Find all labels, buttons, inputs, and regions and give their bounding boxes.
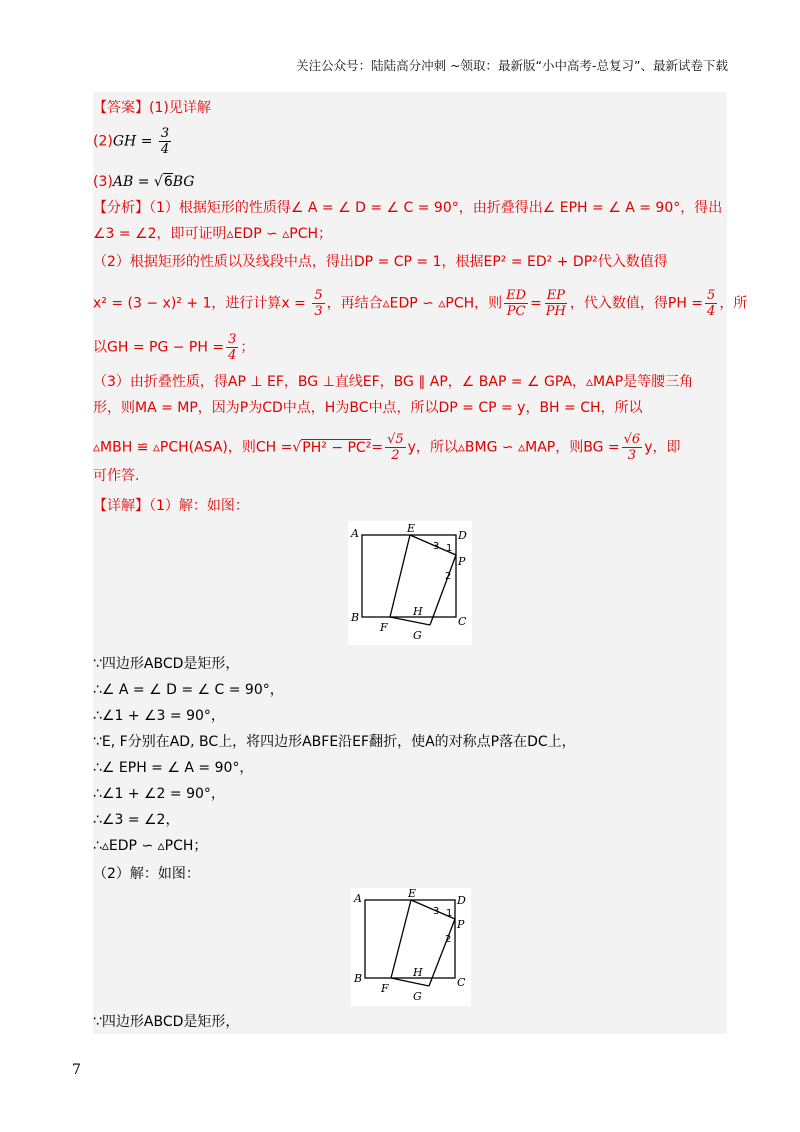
- detail-step-4: ∵E, F分别在AD, BC上，将四边形ABFE沿EF翻折，使A的对称点P落在DC上，: [93, 734, 576, 750]
- analysis-line-5: 以GH = PG − PH = $\frac{3}{4}$ ；: [93, 332, 255, 363]
- analysis-line-7: 形，则MA = MP，因为P为CD中点，H为BC中点，所以DP = CP = y，BH = CH，所以: [93, 400, 643, 416]
- label-H: H: [413, 966, 423, 979]
- label-B: B: [351, 611, 360, 624]
- label-F: F: [381, 982, 389, 995]
- label-H: H: [413, 605, 423, 618]
- label-angle-3: 3: [433, 906, 440, 917]
- fraction: $\frac{√6}{3}$: [623, 432, 641, 463]
- analysis-line-1: 【分析】（1）根据矩形的性质得∠ A = ∠ D = ∠ C = 90°，由折叠得出∠ EPH = ∠ A = 90°，得出: [93, 200, 723, 216]
- rectangle-fold-diagram-2: [351, 888, 471, 1006]
- analysis-line-8: ▵MBH ≌ ▵PCH(ASA)，则CH =√PH² − PC²= $\frac{√5}{2}$ y，所以▵BMG ∽ ▵MAP，则BG = $\frac{√6}{3}$ y，即: [93, 432, 681, 463]
- fraction: $\frac{3}{4}$: [160, 126, 170, 157]
- solution-content: [93, 92, 748, 1034]
- label-angle-1: 1: [446, 543, 453, 554]
- fraction: $\frac{EP}{PH}$: [545, 288, 566, 319]
- analysis-line-6: （3）由折叠性质，得AP ⊥ EF，BG ⊥直线EF，BG ∥ AP，∠ BAP = ∠ GPA，▵MAP是等腰三角: [93, 374, 694, 390]
- label-F: F: [380, 621, 388, 634]
- label-D: D: [458, 529, 467, 542]
- detail-step-6: ∴∠1 + ∠2 = 90°，: [93, 786, 225, 802]
- detail-step-9: ∵四边形ABCD是矩形，: [93, 1014, 240, 1030]
- label-angle-2: 2: [445, 571, 452, 582]
- figure-2: [351, 888, 471, 1006]
- answer-line-3: (3)AB = √6BG: [93, 174, 195, 190]
- detail-line-intro: 【详解】（1）解：如图：: [93, 498, 249, 514]
- label-E: E: [408, 888, 417, 900]
- detail-step-5: ∴∠ EPH = ∠ A = 90°，: [93, 760, 254, 776]
- analysis-line-4: x² = (3 − x)² + 1，进行计算x = $\frac{5}{3}$ ，再结合▵EDP ∽ ▵PCH，则 $\frac{ED}{PC}$ = $\frac{EP}{PH}$ ，代入数值，得PH = $\frac{5}{4}$ ，所: [93, 288, 748, 319]
- label-G: G: [413, 629, 422, 642]
- answer-line-1: 【答案】(1)见详解: [93, 100, 211, 116]
- page-header: 关注公众号：陆陆高分冲刺 ~领取：最新版“小中高考-总复习”、最新试卷下载: [296, 58, 728, 73]
- figure-1: [348, 521, 472, 645]
- label-A: A: [351, 527, 359, 540]
- label-angle-1: 1: [446, 908, 453, 919]
- detail-step-7: ∴∠3 = ∠2，: [93, 812, 180, 828]
- label-angle-2: 2: [445, 934, 452, 945]
- analysis-line-2: ∠3 = ∠2，即可证明▵EDP ∽ ▵PCH；: [93, 226, 333, 242]
- label-C: C: [457, 976, 466, 989]
- label-G: G: [413, 990, 422, 1003]
- fraction: $\frac{ED}{PC}$: [506, 288, 527, 319]
- label-E: E: [407, 522, 416, 535]
- label-B: B: [354, 972, 363, 985]
- analysis-line-3: （2）根据矩形的性质以及线段中点，得出DP = CP = 1，根据EP² = ED² + DP²代入数值得: [93, 254, 668, 270]
- fraction: $\frac{3}{4}$: [228, 332, 237, 363]
- detail-part-2: （2）解：如图：: [93, 866, 200, 882]
- answer-line-2: (2)GH = $\frac{3}{4}$: [93, 126, 170, 157]
- detail-step-1: ∵四边形ABCD是矩形，: [93, 656, 240, 672]
- detail-step-2: ∴∠ A = ∠ D = ∠ C = 90°，: [93, 682, 284, 698]
- label-P: P: [458, 555, 466, 568]
- analysis-line-9: 可作答.: [93, 468, 140, 484]
- label-C: C: [458, 615, 467, 628]
- detail-step-8: ∴▵EDP ∽ ▵PCH；: [93, 838, 208, 854]
- page-number: 7: [72, 1062, 81, 1078]
- detail-step-3: ∴∠1 + ∠3 = 90°，: [93, 708, 225, 724]
- label-angle-3: 3: [433, 541, 440, 552]
- label-A: A: [354, 892, 362, 905]
- fraction: $\frac{5}{4}$: [707, 288, 716, 319]
- fraction: $\frac{5}{3}$: [314, 288, 323, 319]
- label-P: P: [457, 918, 465, 931]
- label-D: D: [457, 894, 466, 907]
- rectangle-fold-diagram-1: [348, 521, 472, 645]
- fraction: $\frac{√5}{2}$: [387, 432, 404, 463]
